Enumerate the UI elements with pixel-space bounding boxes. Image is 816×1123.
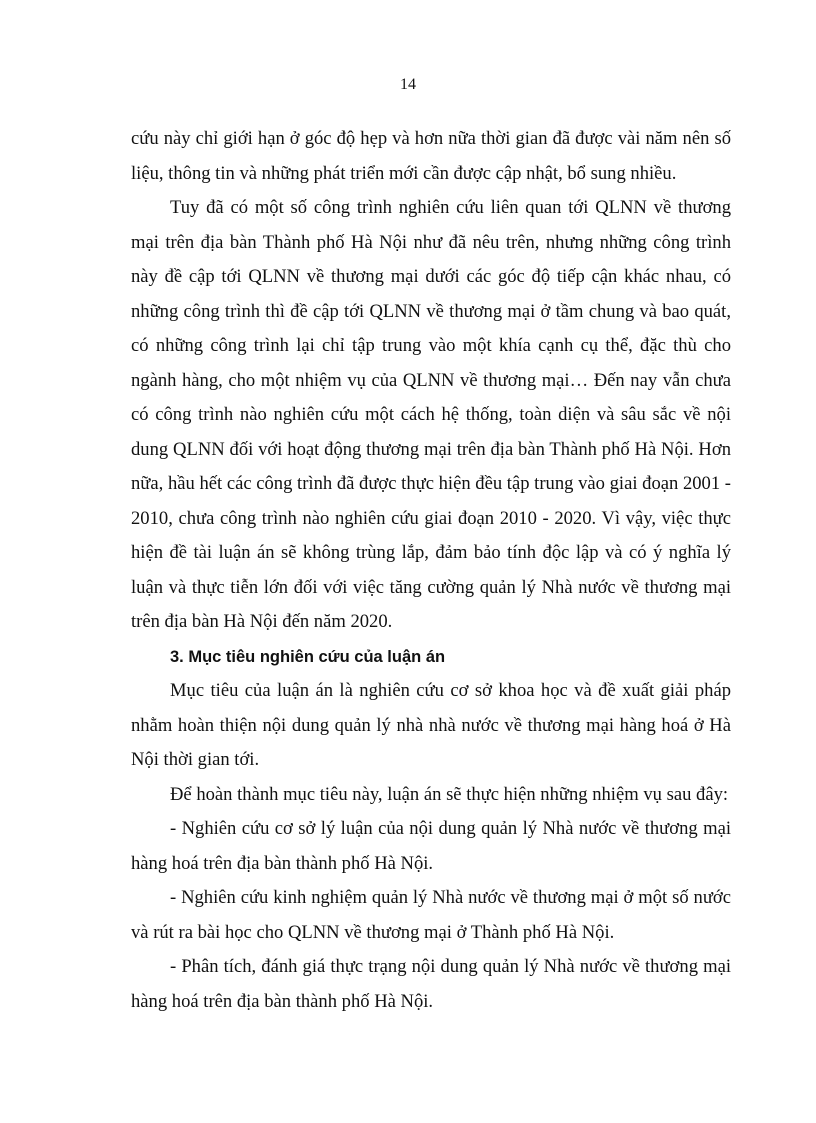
paragraph-research-gap: Tuy đã có một số công trình nghiên cứu liên quan tới QLNN về thương mại trên địa bàn Thành phố Hà Nội như đã nêu trên, nhưng những công trình này đề cập tới QLNN về thương mại dưới các góc độ tiếp cận khác nhau, có những công trình thì đề cập tới QLNN về thương mại ở tầm chung và bao quát, có những công trình lại chỉ tập trung vào một khía cạnh cụ thể, đặc thù cho ngành hàng, cho một nhiệm vụ của QLNN về thương mại… Đến nay vẫn chưa có công trình nào nghiên cứu một cách hệ thống, toàn diện và sâu sắc về nội dung QLNN đối với hoạt động thương mại trên địa bàn Thành phố Hà Nội. Hơn nữa, hầu hết các công trình đã được thực hiện đều tập trung vào giai đoạn 2001 - 2010, chưa công trình nào nghiên cứu giai đoạn 2010 - 2020. Vì vậy, việc thực hiện đề tài luận án sẽ không trùng lắp, đảm bảo tính độc lập và có ý nghĩa lý luận và thực tiễn lớn đối với việc tăng cường quản lý Nhà nước về thương mại trên địa bàn Hà Nội đến năm 2020. bbox=[131, 197, 731, 632]
page-number: 14 bbox=[400, 76, 416, 93]
paragraph-tasks-intro: Để hoàn thành mục tiêu này, luận án sẽ thực hiện những nhiệm vụ sau đây: bbox=[170, 783, 729, 805]
list-item: - Nghiên cứu cơ sở lý luận của nội dung quản lý Nhà nước về thương mại hàng hoá trên địa bàn thành phố Hà Nội. bbox=[131, 818, 731, 874]
paragraph-continuation: cứu này chỉ giới hạn ở góc độ hẹp và hơn nữa thời gian đã được vài năm nên số liệu, thông tin và những phát triển mới cần được cập nhật, bổ sung nhiều. bbox=[131, 128, 731, 184]
list-item: - Phân tích, đánh giá thực trạng nội dung quản lý Nhà nước về thương mại hàng hoá trên địa bàn thành phố Hà Nội. bbox=[131, 956, 731, 1012]
list-item: - Nghiên cứu kinh nghiệm quản lý Nhà nước về thương mại ở một số nước và rút ra bài học cho QLNN về thương mại ở Thành phố Hà Nội. bbox=[131, 887, 731, 943]
paragraph-objective: Mục tiêu của luận án là nghiên cứu cơ sở khoa học và đề xuất giải pháp nhằm hoàn thiện nội dung quản lý nhà nhà nước về thương mại hàng hoá ở Hà Nội thời gian tới. bbox=[131, 680, 731, 770]
document-body bbox=[131, 122, 731, 1019]
section-heading: 3. Mục tiêu nghiên cứu của luận án bbox=[170, 647, 446, 666]
